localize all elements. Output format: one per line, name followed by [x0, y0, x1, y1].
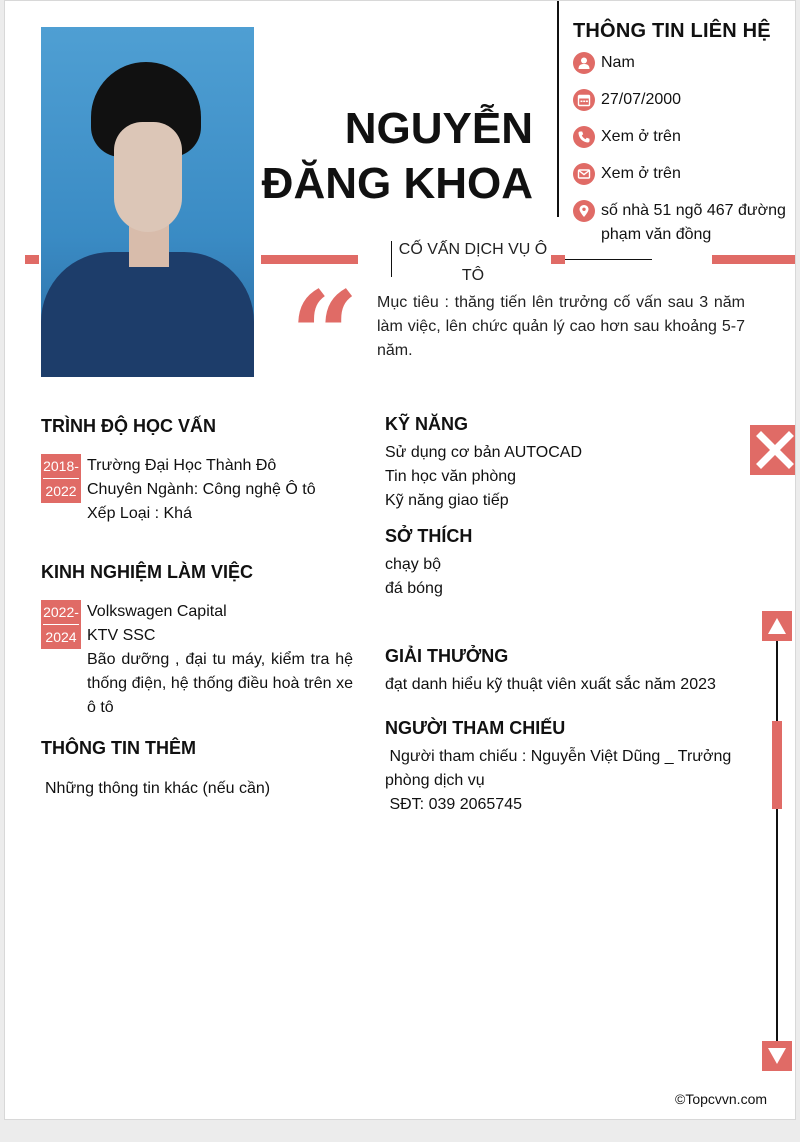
arrow-down-icon [762, 1041, 792, 1071]
cv-page [4, 0, 796, 1120]
experience-entry [41, 600, 353, 722]
references-title: NGƯỜI THAM CHIẾU [385, 718, 566, 738]
awards-section [385, 646, 745, 697]
contact-gender [573, 51, 789, 75]
additional-text: Những thông tin khác (nếu cần) [45, 780, 271, 797]
reference-person: Người tham chiếu : Nguyễn Việt Dũng _ Trưởng phòng dịch vụ [385, 748, 736, 789]
contact-gender-text: Nam [601, 54, 635, 71]
hobby-item: chạy bộ [385, 556, 442, 573]
education-entry [41, 454, 321, 526]
job-title: CỐ VẤN DỊCH VỤ Ô TÔ [398, 241, 548, 284]
award-item: đạt danh hiểu kỹ thuật viên xuất sắc năm 2023 [385, 676, 716, 693]
experience-position: KTV SSC [87, 627, 156, 644]
name-line-1: NGUYỄN [344, 104, 533, 153]
hobbies-title: SỞ THÍCH [385, 526, 473, 546]
contact-title: THÔNG TIN LIÊN HỆ [573, 20, 771, 42]
contact-phone [573, 125, 789, 149]
education-title: TRÌNH ĐỘ HỌC VẤN [41, 416, 216, 436]
quote-mark-icon: “ [290, 265, 360, 406]
full-name [173, 101, 533, 211]
education-year-end: 2022 [45, 483, 77, 499]
education-grade: Xếp Loại : Khá [87, 505, 192, 522]
skills-title: KỸ NĂNG [385, 414, 469, 434]
job-title-divider [391, 241, 392, 277]
person-icon [573, 52, 595, 74]
education-school: Trường Đại Học Thành Đô [87, 457, 277, 474]
additional-title: THÔNG TIN THÊM [41, 738, 196, 758]
skills-section [385, 414, 745, 513]
mail-icon [573, 163, 595, 185]
calendar-icon [573, 89, 595, 111]
scrollbar-track[interactable] [776, 641, 778, 1041]
footer-credit[interactable]: ©Topcvvn.com [675, 1091, 768, 1107]
experience-title: KINH NGHIỆM LÀM VIỆC [41, 562, 254, 582]
hobby-item: đá bóng [385, 580, 443, 597]
contact-birthday-text: 27/07/2000 [601, 91, 682, 108]
experience-year-end: 2024 [45, 629, 77, 645]
location-icon [573, 200, 595, 222]
contact-birthday [573, 88, 789, 112]
accent-bar-small [551, 255, 565, 264]
contact-email [573, 162, 789, 186]
experience-company: Volkswagen Capital [87, 603, 227, 620]
education-year-badge [41, 454, 81, 503]
contact-address [573, 199, 789, 247]
skill-item: Kỹ năng giao tiếp [385, 492, 509, 509]
experience-year-badge [41, 600, 81, 649]
close-button[interactable] [750, 425, 796, 475]
skill-item: Tin học văn phòng [385, 468, 517, 485]
experience-year-start: 2022- [43, 604, 79, 620]
accent-bar-right [712, 255, 796, 264]
contact-phone-text: Xem ở trên [601, 128, 681, 145]
references-section [385, 718, 737, 817]
contact-address-text: số nhà 51 ngõ 467 đường phạm văn đồng [601, 202, 786, 243]
contact-email-text: Xem ở trên [601, 165, 681, 182]
accent-bar-left [25, 255, 39, 264]
reference-phone: SĐT: 039 2065745 [385, 796, 522, 813]
hobbies-section [385, 526, 745, 601]
phone-icon [573, 126, 595, 148]
name-line-2: ĐĂNG KHOA [261, 159, 533, 208]
career-objective: Mục tiêu : thăng tiến lên trưởng cố vấn sau 3 năm làm việc, lên chức quản lý cao hơn sau khoảng 5-7 năm. [377, 294, 745, 359]
scrollbar-thumb[interactable] [772, 721, 782, 809]
awards-title: GIẢI THƯỞNG [385, 646, 509, 666]
education-year-start: 2018- [43, 458, 79, 474]
divider-line [565, 259, 652, 260]
experience-description: Bão dưỡng , đại tu máy, kiểm tra hệ thống điện, hệ thống điều hoà trên xe ô tô [87, 651, 353, 716]
contact-divider [557, 1, 559, 217]
education-major: Chuyên Ngành: Công nghệ Ô tô [87, 481, 316, 498]
close-icon [750, 425, 796, 475]
scroll-up-button[interactable] [762, 611, 792, 641]
skill-item: Sử dụng cơ bản AUTOCAD [385, 444, 582, 461]
arrow-up-icon [762, 611, 792, 641]
accent-bar-mid [261, 255, 358, 264]
scroll-down-button[interactable] [762, 1041, 792, 1071]
